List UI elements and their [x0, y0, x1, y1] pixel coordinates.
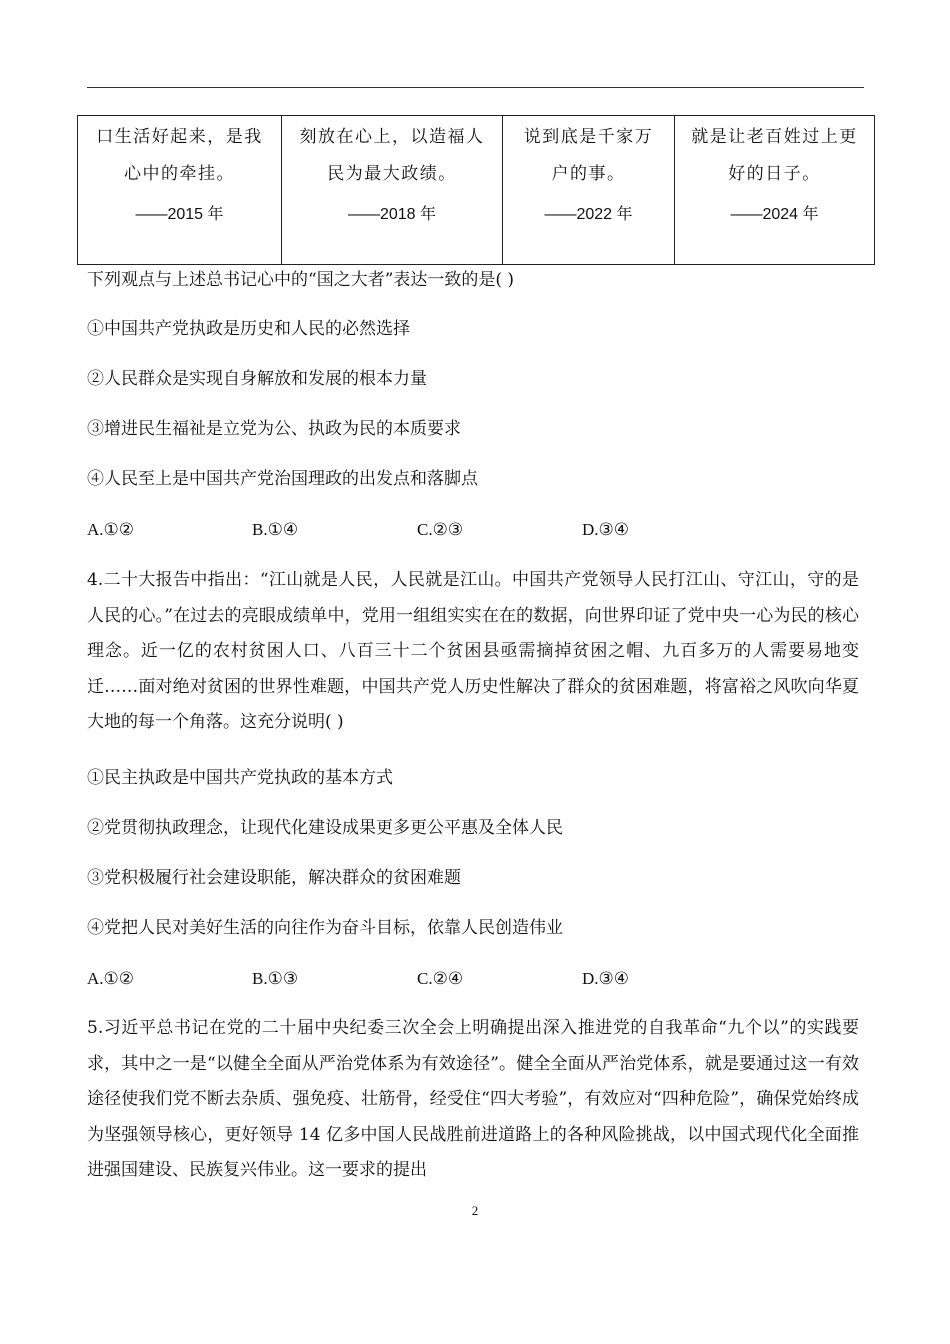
q3-stem: 下列观点与上述总书记心中的“国之大者”表达一致的是( ) — [87, 270, 515, 290]
q4-option-b[interactable]: B.①③ — [252, 969, 299, 988]
quote-cell-2018 — [282, 116, 503, 265]
q4-statement-3: ③党积极履行社会建设职能，解决群众的贫困难题 — [87, 868, 461, 888]
quote-table — [77, 115, 875, 265]
q3-option-d[interactable]: D.③④ — [582, 520, 630, 539]
q3-statement-4: ④人民至上是中国共产党治国理政的出发点和落脚点 — [87, 469, 478, 489]
quote-line: 口生活好起来，是我 — [96, 127, 263, 147]
quote-year: ——2018 年 — [347, 206, 437, 223]
page-number: 2 — [471, 1203, 479, 1218]
q3-option-c[interactable]: C.②③ — [417, 520, 464, 539]
q3-statement-1: ①中国共产党执政是历史和人民的必然选择 — [87, 319, 410, 339]
header-rule — [87, 87, 864, 88]
quote-line: 刻放在心上，以造福人 — [299, 127, 485, 147]
quote-year: ——2022 年 — [544, 206, 633, 223]
q3-option-b[interactable]: B.①④ — [252, 520, 299, 539]
q3-statement-2: ②人民群众是实现自身解放和发展的根本力量 — [87, 369, 427, 389]
q5-stem: 5.习近平总书记在党的二十届中央纪委三次全会上明确提出深入推进党的自我革命“九个以”的实践要求，其中之一是“以健全全面从严治党体系为有效途径”。健全全面从严治党体系，就是要通过这一有效途径使我们党不断去杂质、强免疫、壮筋骨，经受住“四大考验”，有效应对“四种危险”，确保党始终成为坚强领导核心，更好领导 14 亿多中国人民战胜前进道路上的各种风险挑战，以中国式现代化全面推进强国建设、民族复兴伟业。这一要求的提出 — [87, 1018, 859, 1181]
q4-statement-1: ①民主执政是中国共产党执政的基本方式 — [87, 768, 393, 788]
quote-line: 好的日子。 — [728, 164, 821, 184]
q4-option-a[interactable]: A.①② — [87, 969, 135, 988]
q4-statement-4: ④党把人民对美好生活的向往作为奋斗目标，依靠人民创造伟业 — [87, 918, 563, 938]
quote-cell-2022 — [503, 116, 675, 265]
q4-option-c[interactable]: C.②④ — [417, 969, 464, 988]
quote-line: 心中的牵挂。 — [124, 164, 235, 184]
q3-option-a[interactable]: A.①② — [87, 520, 135, 539]
q3-statement-3: ③增进民生福祉是立党为公、执政为民的本质要求 — [87, 419, 461, 439]
quote-year: ——2015 年 — [135, 206, 224, 223]
quote-cell-2015 — [78, 116, 282, 265]
quote-row — [78, 116, 875, 265]
q4-stem: 4.二十大报告中指出：“江山就是人民，人民就是江山。中国共产党领导人民打江山、守江山，守的是人民的心。”在过去的亮眼成绩单中，党用一组组实实在在的数据，向世界印证了党中央一心为民的核心理念。近一亿的农村贫困人口、八百三十二个贫困县亟需摘掉贫困之帽、九百多万的人需要易地变迁……面对绝对贫困的世界性难题，中国共产党人历史性解决了群众的贫困难题，将富裕之风吹向华夏大地的每一个角落。这充分说明( ) — [87, 570, 859, 733]
quote-line: 户的事。 — [551, 164, 626, 184]
q4-statement-2: ②党贯彻执政理念，让现代化建设成果更多更公平惠及全体人民 — [87, 818, 563, 838]
quote-year: ——2024 年 — [730, 206, 819, 223]
quote-line: 说到底是千家万 — [523, 127, 654, 147]
quote-cell-2024 — [675, 116, 875, 265]
q4-option-d[interactable]: D.③④ — [582, 969, 630, 988]
quote-line: 就是让老百姓过上更 — [691, 127, 858, 147]
quote-line: 民为最大政绩。 — [327, 164, 457, 184]
